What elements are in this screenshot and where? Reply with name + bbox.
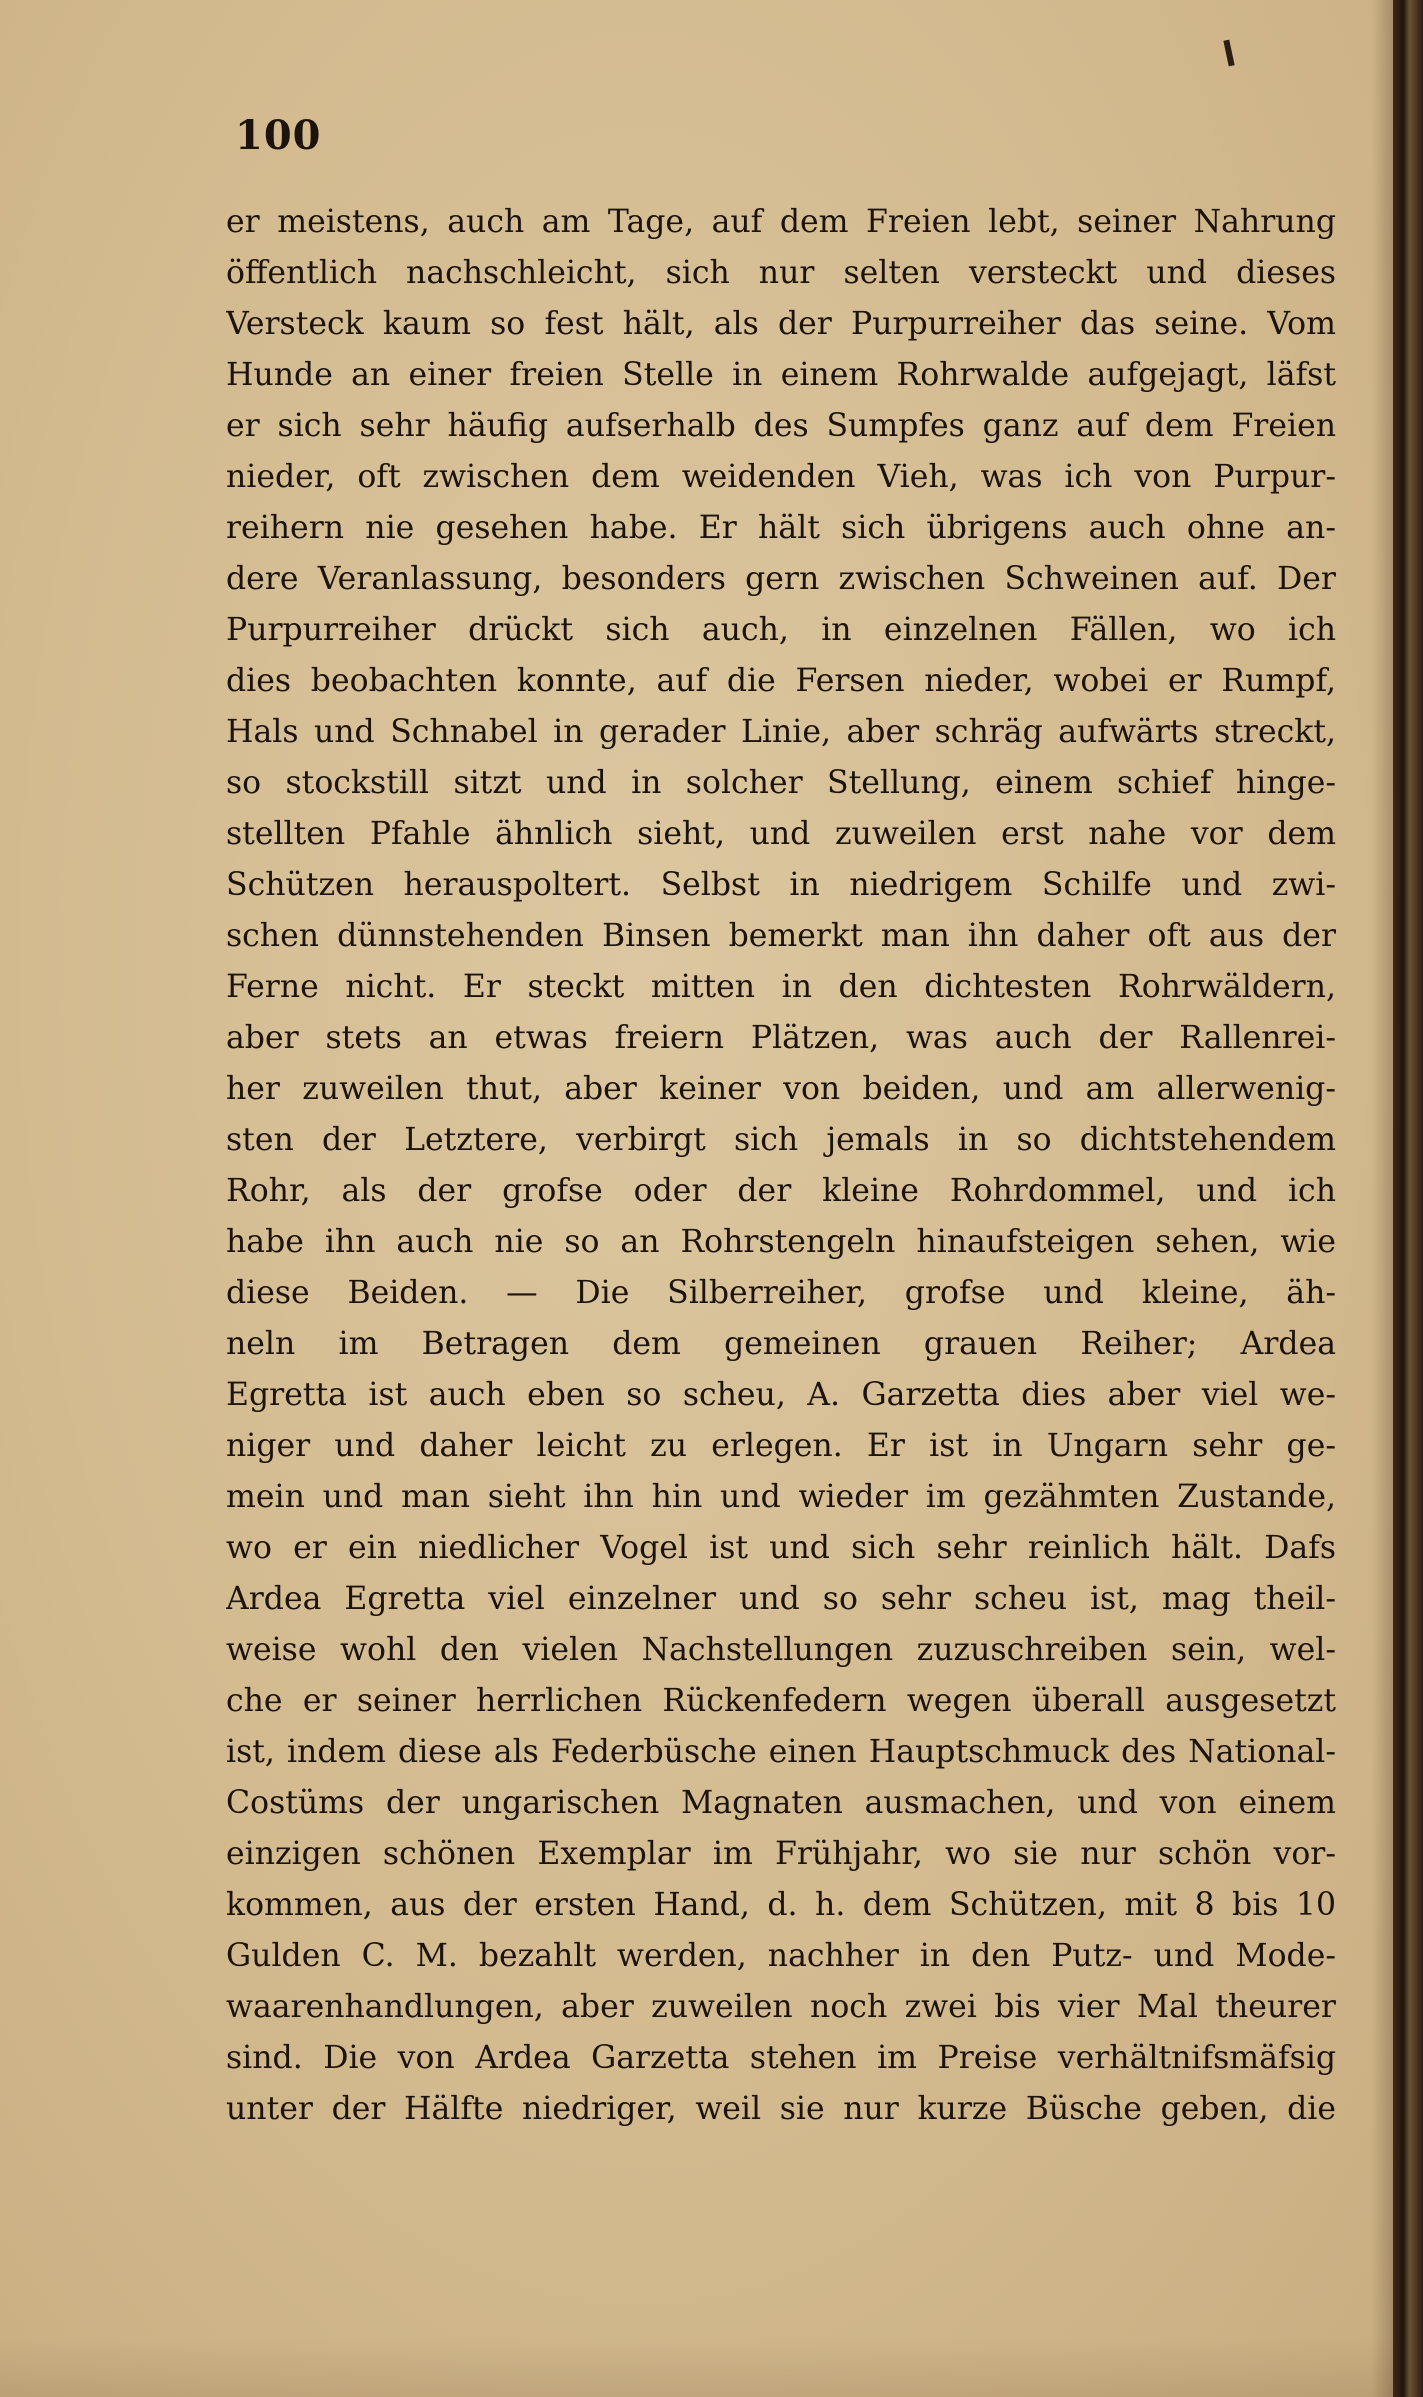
book-edge <box>1393 0 1423 2397</box>
text-line: Purpurreiher drückt sich auch, in einzelnen Fällen, wo ich <box>226 612 1336 648</box>
ink-mark <box>1223 40 1234 67</box>
page-number: 100 <box>235 112 322 159</box>
text-line: Ferne nicht. Er steckt mitten in den dichtesten Rohrwäldern, <box>226 969 1336 1005</box>
text-line: neln im Betragen dem gemeinen grauen Reiher; Ardea <box>226 1326 1336 1362</box>
text-line: einzigen schönen Exemplar im Frühjahr, wo sie nur schön vor- <box>226 1836 1336 1872</box>
text-line: stellten Pfahle ähnlich sieht, und zuweilen erst nahe vor dem <box>226 816 1336 852</box>
text-line: Costüms der ungarischen Magnaten ausmachen, und von einem <box>226 1785 1336 1821</box>
text-line: er meistens, auch am Tage, auf dem Freien lebt, seiner Nahrung <box>226 204 1336 240</box>
text-line: niger und daher leicht zu erlegen. Er ist in Ungarn sehr ge- <box>226 1428 1336 1464</box>
text-line: Hunde an einer freien Stelle in einem Rohrwalde aufgejagt, läfst <box>226 357 1336 393</box>
text-line: unter der Hälfte niedriger, weil sie nur kurze Büsche geben, die <box>226 2091 1336 2127</box>
text-line: nieder, oft zwischen dem weidenden Vieh, was ich von Purpur- <box>226 459 1336 495</box>
text-line: aber stets an etwas freiern Plätzen, was auch der Rallenrei- <box>226 1020 1336 1056</box>
text-line: Versteck kaum so fest hält, als der Purpurreiher das seine. Vom <box>226 306 1336 342</box>
text-line: sten der Letztere, verbirgt sich jemals in so dichtstehendem <box>226 1122 1336 1158</box>
text-line: er sich sehr häufig aufserhalb des Sumpfes ganz auf dem Freien <box>226 408 1336 444</box>
gutter-shadow <box>1371 0 1393 2397</box>
text-line: schen dünnstehenden Binsen bemerkt man ihn daher oft aus der <box>226 918 1336 954</box>
text-line: reihern nie gesehen habe. Er hält sich übrigens auch ohne an- <box>226 510 1336 546</box>
text-line: sind. Die von Ardea Garzetta stehen im Preise verhältnifsmäfsig <box>226 2040 1336 2076</box>
text-line: Ardea Egretta viel einzelner und so sehr scheu ist, mag theil- <box>226 1581 1336 1617</box>
text-line: kommen, aus der ersten Hand, d. h. dem Schützen, mit 8 bis 10 <box>226 1887 1336 1923</box>
text-line: che er seiner herrlichen Rückenfedern wegen überall ausgesetzt <box>226 1683 1336 1719</box>
body-text <box>226 197 1336 2135</box>
text-line: Rohr, als der grofse oder der kleine Rohrdommel, und ich <box>226 1173 1336 1209</box>
text-line: Hals und Schnabel in gerader Linie, aber schräg aufwärts streckt, <box>226 714 1336 750</box>
text-line: waarenhandlungen, aber zuweilen noch zwei bis vier Mal theurer <box>226 1989 1336 2025</box>
text-line: mein und man sieht ihn hin und wieder im gezähmten Zustande, <box>226 1479 1336 1515</box>
text-line: habe ihn auch nie so an Rohrstengeln hinaufsteigen sehen, wie <box>226 1224 1336 1260</box>
text-line: dies beobachten konnte, auf die Fersen nieder, wobei er Rumpf, <box>226 663 1336 699</box>
text-line: so stockstill sitzt und in solcher Stellung, einem schief hinge- <box>226 765 1336 801</box>
text-line: weise wohl den vielen Nachstellungen zuzuschreiben sein, wel- <box>226 1632 1336 1668</box>
text-line: Gulden C. M. bezahlt werden, nachher in den Putz- und Mode- <box>226 1938 1336 1974</box>
text-line: ist, indem diese als Federbüsche einen Hauptschmuck des National- <box>226 1734 1336 1770</box>
text-line: Schützen herauspoltert. Selbst in niedrigem Schilfe und zwi- <box>226 867 1336 903</box>
text-line: wo er ein niedlicher Vogel ist und sich sehr reinlich hält. Dafs <box>226 1530 1336 1566</box>
text-line: dere Veranlassung, besonders gern zwischen Schweinen auf. Der <box>226 561 1336 597</box>
text-line: Egretta ist auch eben so scheu, A. Garzetta dies aber viel we- <box>226 1377 1336 1413</box>
text-line: her zuweilen thut, aber keiner von beiden, und am allerwenig- <box>226 1071 1336 1107</box>
text-line: öffentlich nachschleicht, sich nur selten versteckt und dieses <box>226 255 1336 291</box>
text-line: diese Beiden. — Die Silberreiher, grofse und kleine, äh- <box>226 1275 1336 1311</box>
page-bottom-shading <box>0 2337 1423 2397</box>
